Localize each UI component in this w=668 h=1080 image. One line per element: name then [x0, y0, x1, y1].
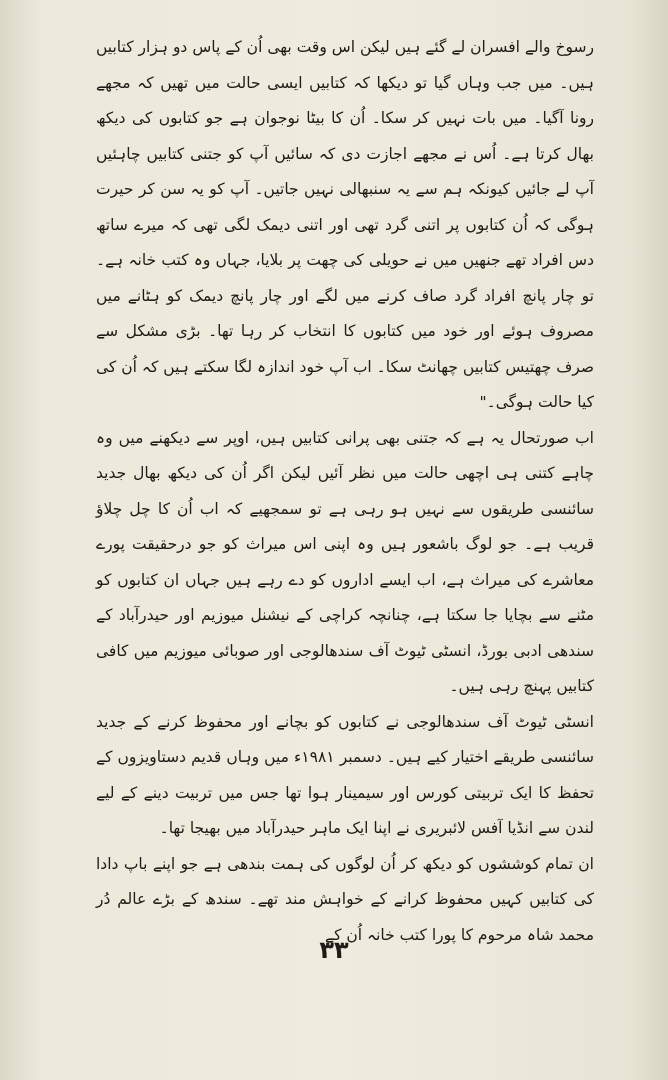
- page-number: ۳۳: [319, 936, 349, 964]
- paragraph-4: ان تمام کوششوں کو دیکھ کر اُن لوگوں کی ہمت بندھی ہے جو اپنے باپ دادا کی کتابیں کہیں محفوظ کرانے کے خواہش مند تھے۔ سندھ کے بڑے عالم دُر محمد شاہ مرحوم کا پورا کتب خانہ اُن کے: [96, 854, 594, 944]
- paragraph-1: رسوخ والے افسران لے گئے ہیں لیکن اس وقت بھی اُن کے پاس دو ہزار کتابیں ہیں۔ میں جب وہاں گیا تو دیکھا کہ کتابیں ایسی حالت میں تھیں کہ مجھے رونا آگیا۔ میں بات نہیں کر سکا۔ اُن کا بیٹا نوجوان ہے جو کتابوں کی دیکھ بھال کرتا ہے۔ اُس نے مجھے اجازت دی کہ سائیں آپ کو جتنی کتابیں چاہئیں آپ لے جائیں کیونکہ ہم سے یہ سنبھالی نہیں جاتیں۔ آپ کو یہ سن کر حیرت ہوگی کہ اُن کتابوں پر اتنی گرد تھی اور اتنی دیمک لگی تھی کہ میرے ساتھ دس افراد تھے جنھیں میں نے حویلی کی چھت پر بلایا، جہاں وہ کتب خانہ ہے۔ تو چار پانچ افراد گرد صاف کرنے میں لگے اور چار پانچ دیمک کو ہٹانے میں مصروف ہوئے اور خود میں کتابوں کا انتخاب کر رہا تھا۔ بڑی مشکل سے صرف چھتیس کتابیں چھانٹ سکا۔ اب آپ خود اندازہ لگا سکتے ہیں کہ اُن کی کیا حالت ہوگی۔": [96, 38, 594, 411]
- paragraph-2: اب صورتحال یہ ہے کہ جتنی بھی پرانی کتابیں ہیں، اوپر سے دیکھنے میں وہ چاہے کتنی ہی اچھی حالت میں نظر آئیں لیکن اگر اُن کی دیکھ بھال جدید سائنسی طریقوں سے نہیں ہو رہی ہے تو سمجھیے کہ اب اُن کا چل چلاؤ قریب ہے۔ جو لوگ باشعور ہیں وہ اپنی اس میراث کو جو درحقیقت پورے معاشرے کی میراث ہے، اب ایسے اداروں کو دے رہے ہیں جہاں ان کتابوں کو مٹنے سے بچایا جا سکتا ہے، چنانچہ کراچی کے نیشنل میوزیم اور حیدرآباد کے سندھی ادبی بورڈ، انسٹی ٹیوٹ آف سندھالوجی اور صوبائی میوزیم میں کافی کتابیں پہنچ رہی ہیں۔: [96, 428, 594, 695]
- paragraph-3: انسٹی ٹیوٹ آف سندھالوجی نے کتابوں کو بچانے اور محفوظ کرنے کے جدید سائنسی طریقے اختیار کیے ہیں۔ دسمبر ۱۹۸۱ء میں وہاں قدیم دستاویزوں کے تحفظ کا ایک تربیتی کورس اور سیمینار ہوا تھا جس میں تربیت دینے کے لیے لندن سے انڈیا آفس لائبریری نے اپنا ایک ماہر حیدرآباد میں بھیجا تھا۔: [96, 712, 594, 837]
